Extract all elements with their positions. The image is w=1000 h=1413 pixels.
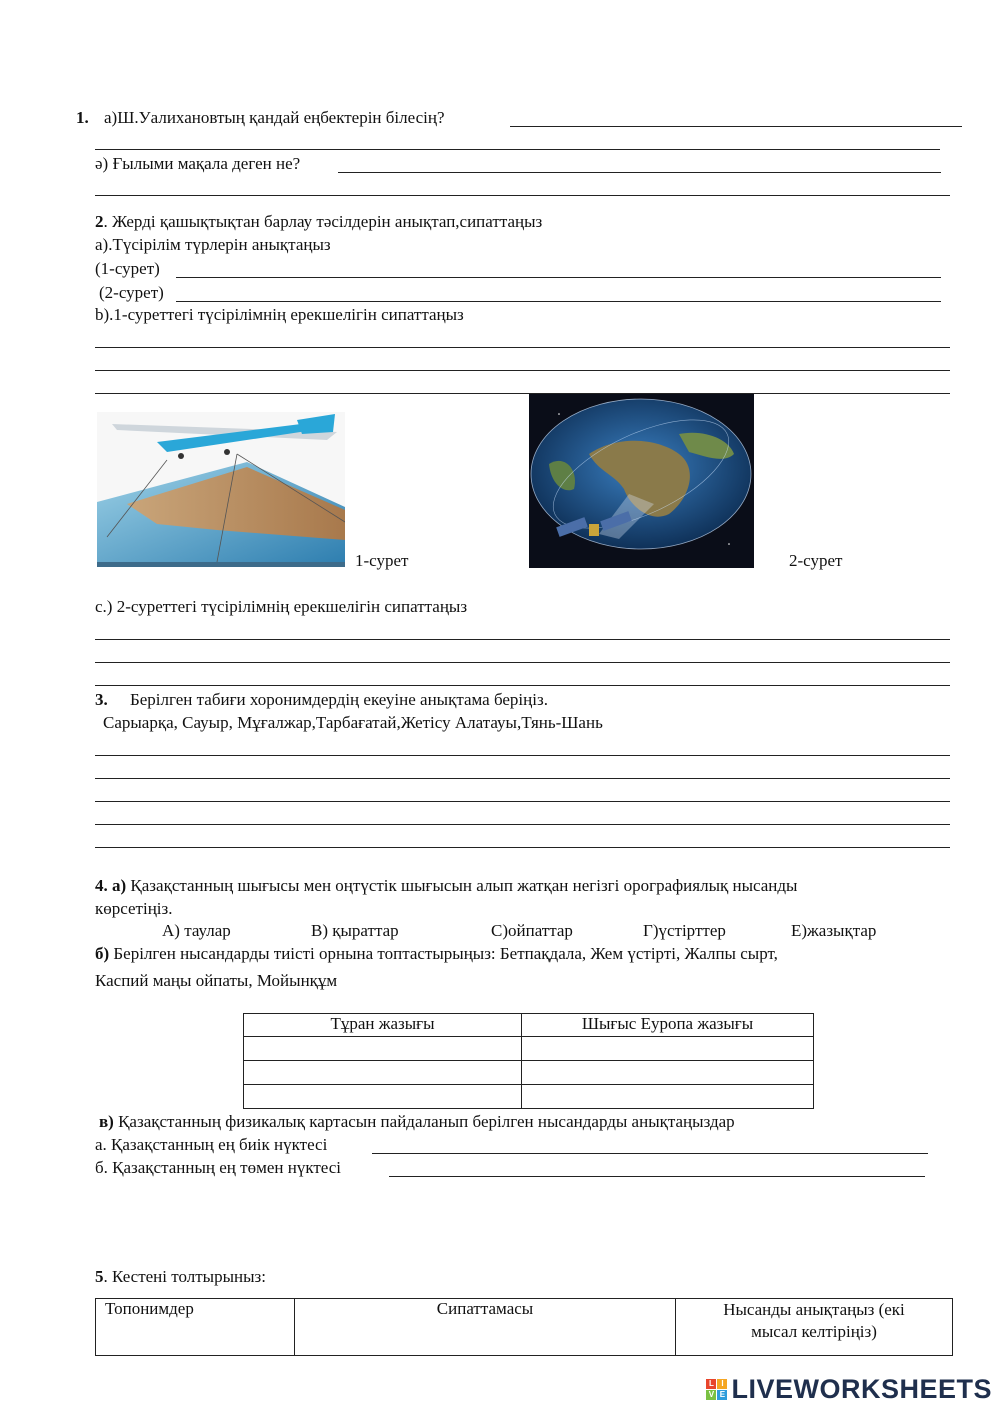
q3-title: Берілген табиғи хоронимдердің екеуіне анықтама беріңіз. — [130, 690, 548, 709]
liveworksheets-logo — [706, 1374, 992, 1405]
q4-option-c[interactable]: С)ойпаттар — [491, 921, 573, 940]
q3-answer-line[interactable] — [95, 755, 950, 756]
q3-answer-line[interactable] — [95, 778, 950, 779]
q2-pic2-answer-line[interactable] — [176, 301, 941, 302]
q1-answer-line[interactable] — [95, 149, 940, 150]
table-cell[interactable] — [522, 1085, 814, 1109]
q2-pic1-answer-line[interactable] — [176, 277, 941, 278]
q3-list: Сарыарқа, Сауыр, Мұғалжар,Тарбағатай,Жетісу Алатауы,Тянь-Шань — [103, 713, 603, 732]
q3-answer-line[interactable] — [95, 801, 950, 802]
q4-a-line2: көрсетіңіз. — [95, 899, 173, 918]
aerial-photo-airplane-image — [97, 412, 345, 567]
q4-v-highest: а. Қазақстанның ең биік нүктесі — [95, 1135, 328, 1154]
q3-number: 3. — [95, 690, 108, 709]
q5-header-examples: Нысанды анықтаңыз (екі мысал келтіріңіз) — [676, 1299, 953, 1356]
table-cell[interactable] — [244, 1061, 522, 1085]
q2-c-answer-line[interactable] — [95, 662, 950, 663]
q4-option-d[interactable]: Г)үстірттер — [643, 921, 726, 940]
pic2-caption: 2-сурет — [789, 551, 843, 570]
satellite-earth-image — [529, 394, 754, 568]
q3-answer-line[interactable] — [95, 847, 950, 848]
q2-b-answer-line[interactable] — [95, 370, 950, 371]
logo-mark-icon: L I V E — [706, 1379, 727, 1400]
q4-option-b[interactable]: В) қыраттар — [311, 921, 399, 940]
q4-highest-answer-line[interactable] — [372, 1153, 928, 1154]
q1-question-ae: ә) Ғылыми мақала деген не? — [95, 154, 301, 173]
q4-b-line2: Каспий маңы ойпаты, Мойынқұм — [95, 971, 338, 990]
q2-title: 2. Жерді қашықтықтан барлау тәсілдерін анықтап,сипаттаңыз — [95, 212, 543, 231]
table-header-east-europe: Шығыс Еуропа жазығы — [522, 1014, 814, 1037]
q1-answer-a-line[interactable] — [510, 126, 962, 127]
pic1-caption: 1-сурет — [355, 551, 409, 570]
q1-number: 1. — [76, 108, 89, 127]
q1-question-a: а)Ш.Уалихановтың қандай еңбектерін білесің? — [104, 108, 445, 127]
q4-a-line1: 4. а) Қазақстанның шығысы мен оңтүстік шығысын алып жатқан негізгі орографиялық нысанды — [95, 876, 798, 895]
table-cell[interactable] — [244, 1037, 522, 1061]
q5-title: 5. Кестені толтырыныз: — [95, 1267, 266, 1286]
table-cell[interactable] — [522, 1037, 814, 1061]
q4-option-a[interactable]: А) таулар — [162, 921, 231, 940]
q3-answer-line[interactable] — [95, 824, 950, 825]
q2-b-answer-line[interactable] — [95, 393, 950, 394]
table-cell[interactable] — [522, 1061, 814, 1085]
q4-b-line1: б) Берілген нысандарды тиісті орнына топтастырыңыз: Бетпақдала, Жем үстірті, Жалпы сырт, — [95, 944, 778, 963]
q4-plains-table — [243, 1013, 814, 1109]
q2-pic2-label: (2-сурет) — [99, 283, 164, 302]
q5-header-description: Сипаттамасы — [295, 1299, 676, 1356]
q2-part-c: c.) 2-суреттегі түсірілімнің ерекшелігін сипаттаңыз — [95, 597, 468, 616]
q4-lowest-answer-line[interactable] — [389, 1176, 925, 1177]
q2-c-answer-line[interactable] — [95, 639, 950, 640]
table-cell[interactable] — [244, 1085, 522, 1109]
table-header-turan: Тұран жазығы — [244, 1014, 522, 1037]
q5-toponyms-table — [95, 1298, 953, 1356]
logo-text: LIVEWORKSHEETS — [731, 1374, 992, 1404]
q1-answer-ae-line[interactable] — [338, 172, 941, 173]
q4-option-e[interactable]: Е)жазықтар — [791, 921, 877, 940]
q2-b-answer-line[interactable] — [95, 347, 950, 348]
q1-answer-line[interactable] — [95, 195, 950, 196]
q2-c-answer-line[interactable] — [95, 685, 950, 686]
q2-pic1-label: (1-сурет) — [95, 259, 160, 278]
q4-v-title: в) Қазақстанның физикалық картасын пайдаланып берілген нысандарды анықтаңыздар — [99, 1112, 735, 1131]
q5-header-toponyms: Топонимдер — [96, 1299, 295, 1356]
q4-v-lowest: б. Қазақстанның ең төмен нүктесі — [95, 1158, 342, 1177]
q2-part-b: b).1-суреттегі түсірілімнің ерекшелігін сипаттаңыз — [95, 305, 464, 324]
q2-part-a: а).Түсірілім түрлерін анықтаңыз — [95, 235, 331, 254]
